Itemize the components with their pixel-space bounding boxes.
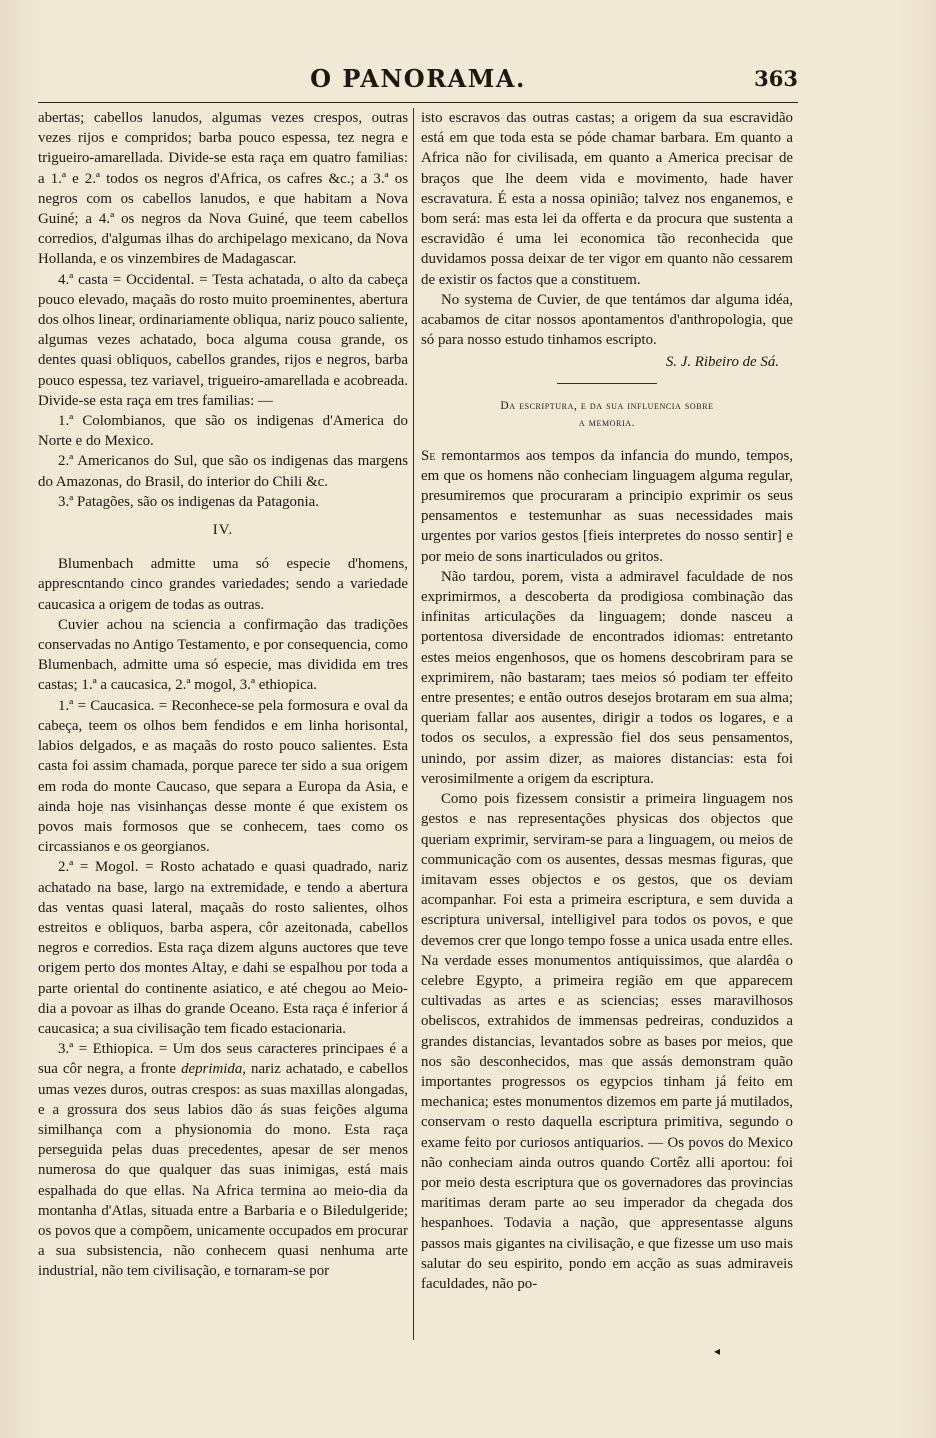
paragraph: [38, 1039, 408, 1281]
text-run: remontarmos aos tempos da infancia do mundo, tempos, em que os homens não conheciam linguagem alguma regular, presumiremos que procuraram a principio exprimir os seus pensamentos e testemunhar as suas necessidades mais urgentes por varios gestos [fieis interpretes do nosso sentir] e por meio de sons inarticulados ou gritos.: [421, 447, 793, 565]
article-title-line: Da escriptura, e da sua influencia sobre: [500, 399, 714, 412]
article-title: [441, 398, 773, 432]
paragraph: Como pois fizessem consistir a primeira linguagem nos gestos e nas representações physicas dos objectos que queriam exprimir, serviram-se para a linguagem, ou meios de communicação com os ausentes, dessas mesmas figuras, que imitavam esses objectos e os gestos, que os deviam acompanhar. Foi esta a primeira escriptura, e sem duvida a escriptura universal, intelligivel para todos os povos, e que devemos crer que longo tempo fosse a unica usada entre elles. Na verdade esses monumentos antiquissimos, que alardêa o celebre Egypto, a primeira região em que apparecem cultivadas as artes e as sciencias; esses maravilhosos obeliscos, extrahidos de immensas pedreiras, conduzidos a grandes distancias, levantados sobre as bases por meios, que nos são desconhecidos, mas que assás demonstram quão importantes progressos os egypcios tinham já feito em mechanica; estes monumentos dizemos em parte já mutilados, conservam o resto daquella escriptura primitiva, segundo o exame feito por curiosos antiquarios. — Os povos do Mexico não conheciam ainda outros quando Cortêz alli aportou: foi por meio desta escriptura que os governadores das provincias maritimas deram parte ao seu imperador da chegada dos hespanhoes. Todavia a nação, que appresentasse alguns passos mais gigantes na civilisação, e que fizesse um uso mais salutar do seu espirito, pondo em acção as suas admiraveis faculdades, não po-: [421, 791, 793, 1292]
paragraph: 2.ª Americanos do Sul, que são os indigenas das margens do Amazonas, do Brasil, do interior do Chili &c.: [38, 453, 408, 490]
text-run: , nariz achatado, e cabellos umas vezes duros, outras crespos: as suas maxillas alongadas, e a grossura dos seus labios dão ás suas feições alguma similhança com a physionomia do mono. Esta raça perseguida pelas duas precedentes, apesar de ser menos numerosa do que qualquer das suas inimigas, está mais espalhada do que ellas. Na Africa termina ao meio-dia da montanha d'Atlas, situada entre a Barbaria e o Biledulgeride; os povos que a compõem, unicamente occupados em procurar a sua subsistencia, não conhecem quasi nenhuma arte industrial, não tem civilisação, e tornaram-se por: [38, 1061, 408, 1280]
paragraph: Blumenbach admitte uma só especie d'homens, apprescntando cinco grandes variedades; sendo a variedade caucasica a origem de todas as outras.: [38, 556, 408, 613]
paragraph: 2.ª = Mogol. = Rosto achatado e quasi quadrado, nariz achatado na base, largo na extremidade, e tendo a abertura das ventas quasi lateral, maçaãs do rosto salientes, olhos estreitos e obliquos, barba aspera, côr azeitonada, cabellos negros e corredios. Esta raça dizem alguns auctores que teve origem perto dos montes Altay, e dahi se espalhou por toda a parte oriental do continente asiatico, e até chegou ao Meio-dia a povoar as ilhas do grande Oceano. Esta raça é inferior á caucasica; a sua civilisação tem ficado estacionaria.: [38, 859, 408, 1037]
emphasis-word: deprimida: [181, 1061, 243, 1078]
paragraph: Não tardou, porem, vista a admiravel faculdade de nos exprimirmos, a descoberta da prodigiosa combinação das infinitas articulações da linguagem; donde nasceu a portentosa diversidade de encontrados idiomas: entretanto estes meios engenhosos, que os homens descobriram para se exprimirem, não bastaram; taes meios só podiam ter effeito entre presentes; e então outros desejos brotaram em sua alma; queriam fallar aos ausentes, dirigir a todos os logares, e a todos os seculos, a expressão fiel dos seus pensamentos, unindo, por assim dizer, as maiores distancias: esta foi verosimilmente a origem da escriptura.: [421, 568, 793, 787]
paragraph: abertas; cabellos lanudos, algumas vezes crespos, outras vezes rijos e compridos; barba pouco espessa, tez negra e trigueiro-amarellada. Divide-se esta raça em quatro familias: a 1.ª e 2.ª todos os negros d'Africa, os cafres &c.; a 3.ª os negros com os cabellos lanudos, e que habitam a Nova Guiné; a 4.ª os negros da Nova Guiné, que teem cabellos corredios, d'algumas ilhas do archipelago mexicano, da Nova Hollanda, e os vinzembires de Madagascar.: [38, 110, 408, 268]
paragraph: isto escravos das outras castas; a origem da sua escravidão está em que toda esta se póde chamar barbara. Em quanto a Africa não for civilisada, em quanto a America precisar de braços que lhe deem vida e movimento, hade haver escravatura. É esta a nossa opinião; talvez nos enganemos, e bom será: mas esta lei da offerta e da procura que sustenta a escravidão é uma lei economica tão reconhecida que duvidamos possa deixar de ter vigor em quanto não cessarem de existir os factos que a constituem.: [421, 110, 793, 288]
paragraph: 1.ª Colombianos, que são os indigenas d'America do Norte e do Mexico.: [38, 413, 408, 450]
column-divider: [413, 108, 414, 1340]
article-separator: [557, 383, 657, 384]
page-number: 363: [754, 66, 798, 91]
paragraph: Cuvier achou na sciencia a confirmação das tradições conservadas no Antigo Testamento, e por consequencia, como Blumenbach, admitte uma só especie, mas dividida em tres castas; 1.ª a caucasica, 2.ª mogol, 3.ª ethiopica.: [38, 616, 408, 694]
article-title-line: a memoria.: [578, 416, 636, 429]
page-header: [38, 64, 798, 100]
text-run: 3.ª = Ethiopica. = Um dos seus caracteres principaes é a sua côr negra, a fronte: [38, 1041, 408, 1078]
printer-mark: ◂: [714, 1344, 721, 1358]
paragraph: 4.ª casta = Occidental. = Testa achatada, o alto da cabeça pouco elevado, maçaãs do rosto muito proeminentes, abertura dos olhos linear, ordinariamente obliqua, nariz pouco saliente, algumas vezes achatado, boca alguma cousa grande, os dentes quasi obliquos, cabellos grandes, rijos e negros, barba pouco espessa, tez variavel, trigueiro-amarellada e acobreada. Divide-se esta raça em tres familias: —: [38, 271, 408, 409]
section-heading: IV.: [212, 522, 234, 539]
paragraph: 1.ª = Caucasica. = Reconhece-se pela formosura e oval da cabeça, teem os olhos bem fendidos e em linha horisontal, labios delgados, e as maçaãs do rosto pouco salientes. Esta casta foi assim chamada, porque parece ter sido a sua origem em roda do monte Caucaso, que separa a Europa da Asia, e ainda hoje nas visinhanças desse monte é que existem os povos mais formosos que se conhecem, taes como os circassianos e os georgianos.: [38, 697, 408, 856]
drop-word: Se: [421, 447, 436, 464]
masthead-title: O PANORAMA.: [310, 64, 526, 93]
paragraph: 3.ª Patagões, são os indigenas da Patagonia.: [58, 493, 319, 510]
header-rule: [38, 102, 798, 103]
paragraph: [421, 446, 793, 567]
left-column: [38, 108, 408, 1282]
right-column: [421, 108, 793, 1294]
author-signature: S. J. Ribeiro de Sá.: [665, 354, 779, 371]
paragraph: No systema de Cuvier, de que tentámos dar alguma idéa, acabamos de citar nossos apontamentos d'anthropologia, que só para nosso estudo tinhamos escripto.: [421, 291, 793, 349]
